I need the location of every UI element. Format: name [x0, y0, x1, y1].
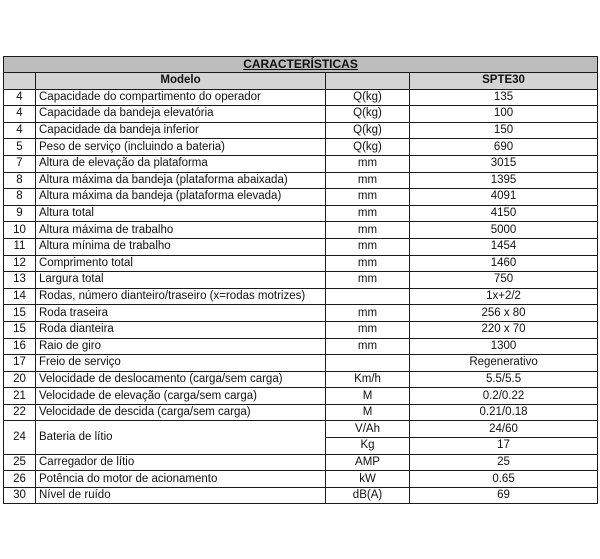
row-description: Carregador de lítio: [36, 454, 326, 471]
header-model-label: Modelo: [36, 73, 326, 90]
row-unit: mm: [326, 205, 410, 222]
row-unit: mm: [326, 321, 410, 338]
table-row: [4, 205, 598, 222]
row-description: Altura máxima de trabalho: [36, 222, 326, 239]
row-number: 12: [4, 255, 36, 272]
header-row: [4, 73, 598, 90]
row-value: 5.5/5.5: [410, 371, 598, 388]
table-row: [4, 155, 598, 172]
row-value: 100: [410, 106, 598, 123]
table-row: [4, 355, 598, 372]
row-number: 9: [4, 205, 36, 222]
row-description: Capacidade do compartimento do operador: [36, 89, 326, 106]
row-value: 5000: [410, 222, 598, 239]
row-unit: mm: [326, 255, 410, 272]
battery-row: [4, 421, 598, 438]
table-row: [4, 487, 598, 504]
table-row: [4, 288, 598, 305]
table-row: [4, 222, 598, 239]
table-row: [4, 89, 598, 106]
row-value: 1454: [410, 238, 598, 255]
row-unit: kW: [326, 471, 410, 488]
row-number: 4: [4, 89, 36, 106]
row-value: 150: [410, 122, 598, 139]
row-number: 25: [4, 454, 36, 471]
row-unit: [326, 288, 410, 305]
row-number: 24: [4, 421, 36, 454]
header-blank: [4, 73, 36, 90]
row-number: 26: [4, 471, 36, 488]
row-value: 1395: [410, 172, 598, 189]
table-row: [4, 388, 598, 405]
row-number: 21: [4, 388, 36, 405]
row-description: Velocidade de elevação (carga/sem carga): [36, 388, 326, 405]
row-value: Regenerativo: [410, 355, 598, 372]
row-description: Altura mínima de trabalho: [36, 238, 326, 255]
row-description: Velocidade de descida (carga/sem carga): [36, 404, 326, 421]
row-number: 15: [4, 305, 36, 322]
row-number: 15: [4, 321, 36, 338]
row-number: 22: [4, 404, 36, 421]
row-description: Comprimento total: [36, 255, 326, 272]
row-number: 14: [4, 288, 36, 305]
row-unit: AMP: [326, 454, 410, 471]
row-value: 1x+2/2: [410, 288, 598, 305]
row-value: 1300: [410, 338, 598, 355]
row-description: Altura máxima da bandeja (plataforma abaixada): [36, 172, 326, 189]
row-value: 4091: [410, 189, 598, 206]
row-description: Capacidade da bandeja inferior: [36, 122, 326, 139]
row-value: 1460: [410, 255, 598, 272]
table-row: [4, 471, 598, 488]
row-description: Altura máxima da bandeja (plataforma elevada): [36, 189, 326, 206]
row-number: 30: [4, 487, 36, 504]
row-unit: Q(kg): [326, 122, 410, 139]
table-row: [4, 122, 598, 139]
table-row: [4, 189, 598, 206]
row-unit: Km/h: [326, 371, 410, 388]
spec-body: [4, 89, 598, 504]
row-description: Roda dianteira: [36, 321, 326, 338]
row-unit: [326, 355, 410, 372]
row-value: 3015: [410, 155, 598, 172]
row-description: Altura total: [36, 205, 326, 222]
row-value: 256 x 80: [410, 305, 598, 322]
row-description: Velocidade de deslocamento (carga/sem carga): [36, 371, 326, 388]
table-row: [4, 172, 598, 189]
row-description: Bateria de lítio: [36, 421, 326, 454]
row-description: Nível de ruído: [36, 487, 326, 504]
row-unit: Q(kg): [326, 89, 410, 106]
table-title: CARACTERÍSTICAS: [4, 57, 598, 73]
table-row: [4, 272, 598, 289]
row-unit: Kg: [326, 438, 410, 455]
row-number: 10: [4, 222, 36, 239]
row-unit: mm: [326, 172, 410, 189]
title-row: [4, 57, 598, 73]
row-number: 8: [4, 189, 36, 206]
table-row: [4, 139, 598, 156]
row-value: 690: [410, 139, 598, 156]
row-value: 0.2/0.22: [410, 388, 598, 405]
table-row: [4, 454, 598, 471]
row-value: 220 x 70: [410, 321, 598, 338]
row-description: Altura de elevação da plataforma: [36, 155, 326, 172]
row-unit: mm: [326, 189, 410, 206]
table-row: [4, 371, 598, 388]
row-value: 0.65: [410, 471, 598, 488]
row-value: 25: [410, 454, 598, 471]
row-value: 17: [410, 438, 598, 455]
row-unit: dB(A): [326, 487, 410, 504]
row-unit: mm: [326, 238, 410, 255]
spec-table: [3, 56, 598, 504]
row-unit: M: [326, 388, 410, 405]
row-number: 16: [4, 338, 36, 355]
row-number: 8: [4, 172, 36, 189]
table-row: [4, 404, 598, 421]
table-row: [4, 255, 598, 272]
row-unit: mm: [326, 338, 410, 355]
row-description: Capacidade da bandeja elevatória: [36, 106, 326, 123]
table-row: [4, 338, 598, 355]
table-row: [4, 106, 598, 123]
row-value: 750: [410, 272, 598, 289]
row-description: Raio de giro: [36, 338, 326, 355]
row-value: 135: [410, 89, 598, 106]
row-number: 13: [4, 272, 36, 289]
row-number: 5: [4, 139, 36, 156]
table-row: [4, 238, 598, 255]
row-value: 24/60: [410, 421, 598, 438]
row-description: Largura total: [36, 272, 326, 289]
row-description: Freio de serviço: [36, 355, 326, 372]
row-value: 0.21/0.18: [410, 404, 598, 421]
row-unit: mm: [326, 222, 410, 239]
table-row: [4, 305, 598, 322]
table-row: [4, 321, 598, 338]
row-unit: mm: [326, 272, 410, 289]
row-number: 17: [4, 355, 36, 372]
row-value: 69: [410, 487, 598, 504]
row-description: Peso de serviço (incluindo a bateria): [36, 139, 326, 156]
row-description: Potência do motor de acionamento: [36, 471, 326, 488]
row-value: 4150: [410, 205, 598, 222]
header-model-value: SPTE30: [410, 73, 598, 90]
row-unit: mm: [326, 155, 410, 172]
row-number: 7: [4, 155, 36, 172]
row-number: 11: [4, 238, 36, 255]
row-number: 20: [4, 371, 36, 388]
row-number: 4: [4, 106, 36, 123]
header-unit-blank: [326, 73, 410, 90]
row-unit: M: [326, 404, 410, 421]
row-unit: V/Ah: [326, 421, 410, 438]
row-number: 4: [4, 122, 36, 139]
row-description: Roda traseira: [36, 305, 326, 322]
row-description: Rodas, número dianteiro/traseiro (x=rodas motrizes): [36, 288, 326, 305]
row-unit: Q(kg): [326, 139, 410, 156]
row-unit: mm: [326, 305, 410, 322]
row-unit: Q(kg): [326, 106, 410, 123]
